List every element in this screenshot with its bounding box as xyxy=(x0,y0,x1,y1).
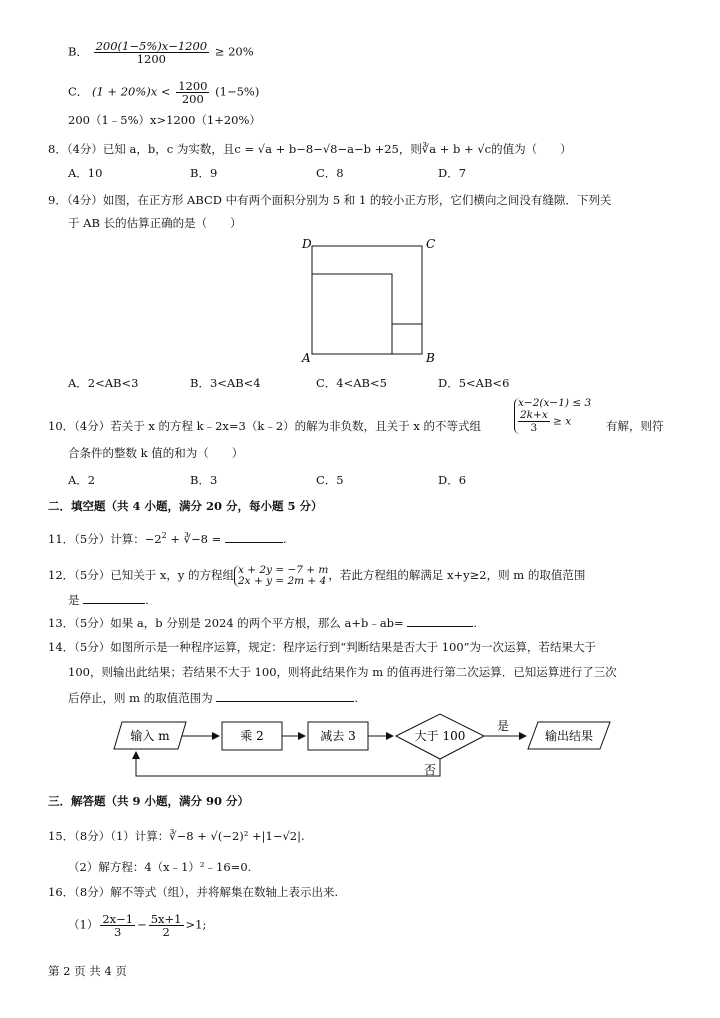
flow-input-label: 输入 m xyxy=(130,729,170,743)
q8-choice-c: C．8 xyxy=(316,166,344,180)
page-footer: 第 2 页 共 4 页 xyxy=(48,964,127,978)
flow-output-label: 输出结果 xyxy=(544,729,594,743)
q9-choice-c: C．4<AB<5 xyxy=(316,376,387,390)
q9-label-d: D xyxy=(302,237,312,251)
q9-stem-line1: 9．（4分）如图，在正方形 ABCD 中有两个面积分别为 5 和 1 的较小正方形，它们横向之间没有缝隙．下列关 xyxy=(48,193,612,207)
flow-yes-label: 是 xyxy=(496,719,510,733)
q9-label-c: C xyxy=(426,237,436,251)
flow-multiply-label: 乘 2 xyxy=(240,729,264,743)
q10-stem-line2: 合条件的整数 k 值的和为（ ） xyxy=(68,446,244,460)
q10-stem-line1: 10．（4分）若关于 x 的方程 k﹣2x=3（k﹣2）的解为非负数，且关于 x 的不等式组 xyxy=(48,419,481,433)
q16-part1: （1） $\frac{2x-1}{3}$ − $\frac{5x+1}{2}$ >1; xyxy=(68,912,207,939)
q8-choice-d: D．7 xyxy=(438,166,467,180)
q9-choice-a: A．2<AB<3 xyxy=(68,376,139,390)
q10-stem-tail: 有解，则符 xyxy=(606,419,664,433)
flow-decision-label: 大于 100 xyxy=(414,729,466,743)
q12-answer-blank[interactable] xyxy=(83,591,145,604)
q14-line2: 100，则输出此结果；若结果不大于 100，则将此结果作为 m 的值再进行第二次运算．已知运算进行了三次 xyxy=(68,665,617,679)
q13: 13．（5分）如果 a，b 分别是 2024 的两个平方根，那么 a+b﹣ab= . xyxy=(48,616,477,630)
q7-option-c: C． (1 + 20%)x < $\frac{1200}{200}$ (1−5%) xyxy=(68,79,260,106)
q11-answer-blank[interactable] xyxy=(225,530,283,543)
q11: 11．（5分）计算：$-2^2$ + ∛−8 = . xyxy=(48,531,287,546)
q10-choice-c: C．5 xyxy=(316,473,344,487)
section-2-heading: 二．填空题（共 4 小题，满分 20 分，每小题 5 分） xyxy=(48,499,323,513)
q13-answer-blank[interactable] xyxy=(407,614,473,627)
q8-stem: 8．（4分）已知 a，b，c 为实数，且c = √a + b−8−√8−a−b +25，则∛a + b + √c的值为（ ） xyxy=(48,142,572,156)
q15-part2: （2）解方程：4（x﹣1）²﹣16=0. xyxy=(68,860,252,874)
q10-choice-b: B．3 xyxy=(190,473,218,487)
q16-stem: 16．（8分）解不等式（组），并将解集在数轴上表示出来. xyxy=(48,885,339,899)
q12-stem-line2: 是 . xyxy=(68,593,149,607)
q14-line1: 14．（5分）如图所示是一种程序运算，规定：程序运行到“判断结果是否大于 100”为一次运算，若结果大于 xyxy=(48,640,597,654)
q10-inequality-system: x−2(x−1) ≤ 3 $\frac{2k+x}{3}$ ≥ x xyxy=(514,398,591,434)
q8-choice-a: A．10 xyxy=(68,166,103,180)
q12-equation-system: x + 2y = −7 + m 2x + y = 2m + 4 xyxy=(234,565,328,587)
q9-choice-b: B．3<AB<4 xyxy=(190,376,261,390)
flow-no-label: 否 xyxy=(423,763,437,777)
q7-option-d: 200（1﹣5%）x>1200（1+20%） xyxy=(68,113,261,127)
q14-answer-blank[interactable] xyxy=(216,689,354,702)
q9-choice-d: D．5<AB<6 xyxy=(438,376,510,390)
q9-label-a: A xyxy=(302,351,311,365)
q9-label-b: B xyxy=(426,351,435,365)
q14-line3: 后停止，则 m 的取值范围为 . xyxy=(68,691,359,705)
q15-part1: 15．（8分）（1）计算：∛−8 + √(−2)² +|1−√2|. xyxy=(48,829,305,843)
q9-square-figure xyxy=(290,232,450,366)
flow-subtract-label: 减去 3 xyxy=(320,729,356,743)
q12-stem-line1: 12．（5分）已知关于 x，y 的方程组 x + 2y = −7 + m 2x + y = 2m + 4 ，若此方程组的解满足 x+y≥2，则 m 的取值范围 xyxy=(48,564,586,587)
q7-option-b: B． $\frac{200(1-5\%)x-1200}{1200}$ ≥ 20% xyxy=(68,39,254,66)
q10-choice-a: A．2 xyxy=(68,473,96,487)
q8-choice-b: B．9 xyxy=(190,166,218,180)
q9-stem-line2: 于 AB 长的估算正确的是（ ） xyxy=(68,216,242,230)
section-3-heading: 三．解答题（共 9 小题，满分 90 分） xyxy=(48,794,250,808)
q10-choice-d: D．6 xyxy=(438,473,467,487)
q14-flowchart xyxy=(100,708,645,784)
